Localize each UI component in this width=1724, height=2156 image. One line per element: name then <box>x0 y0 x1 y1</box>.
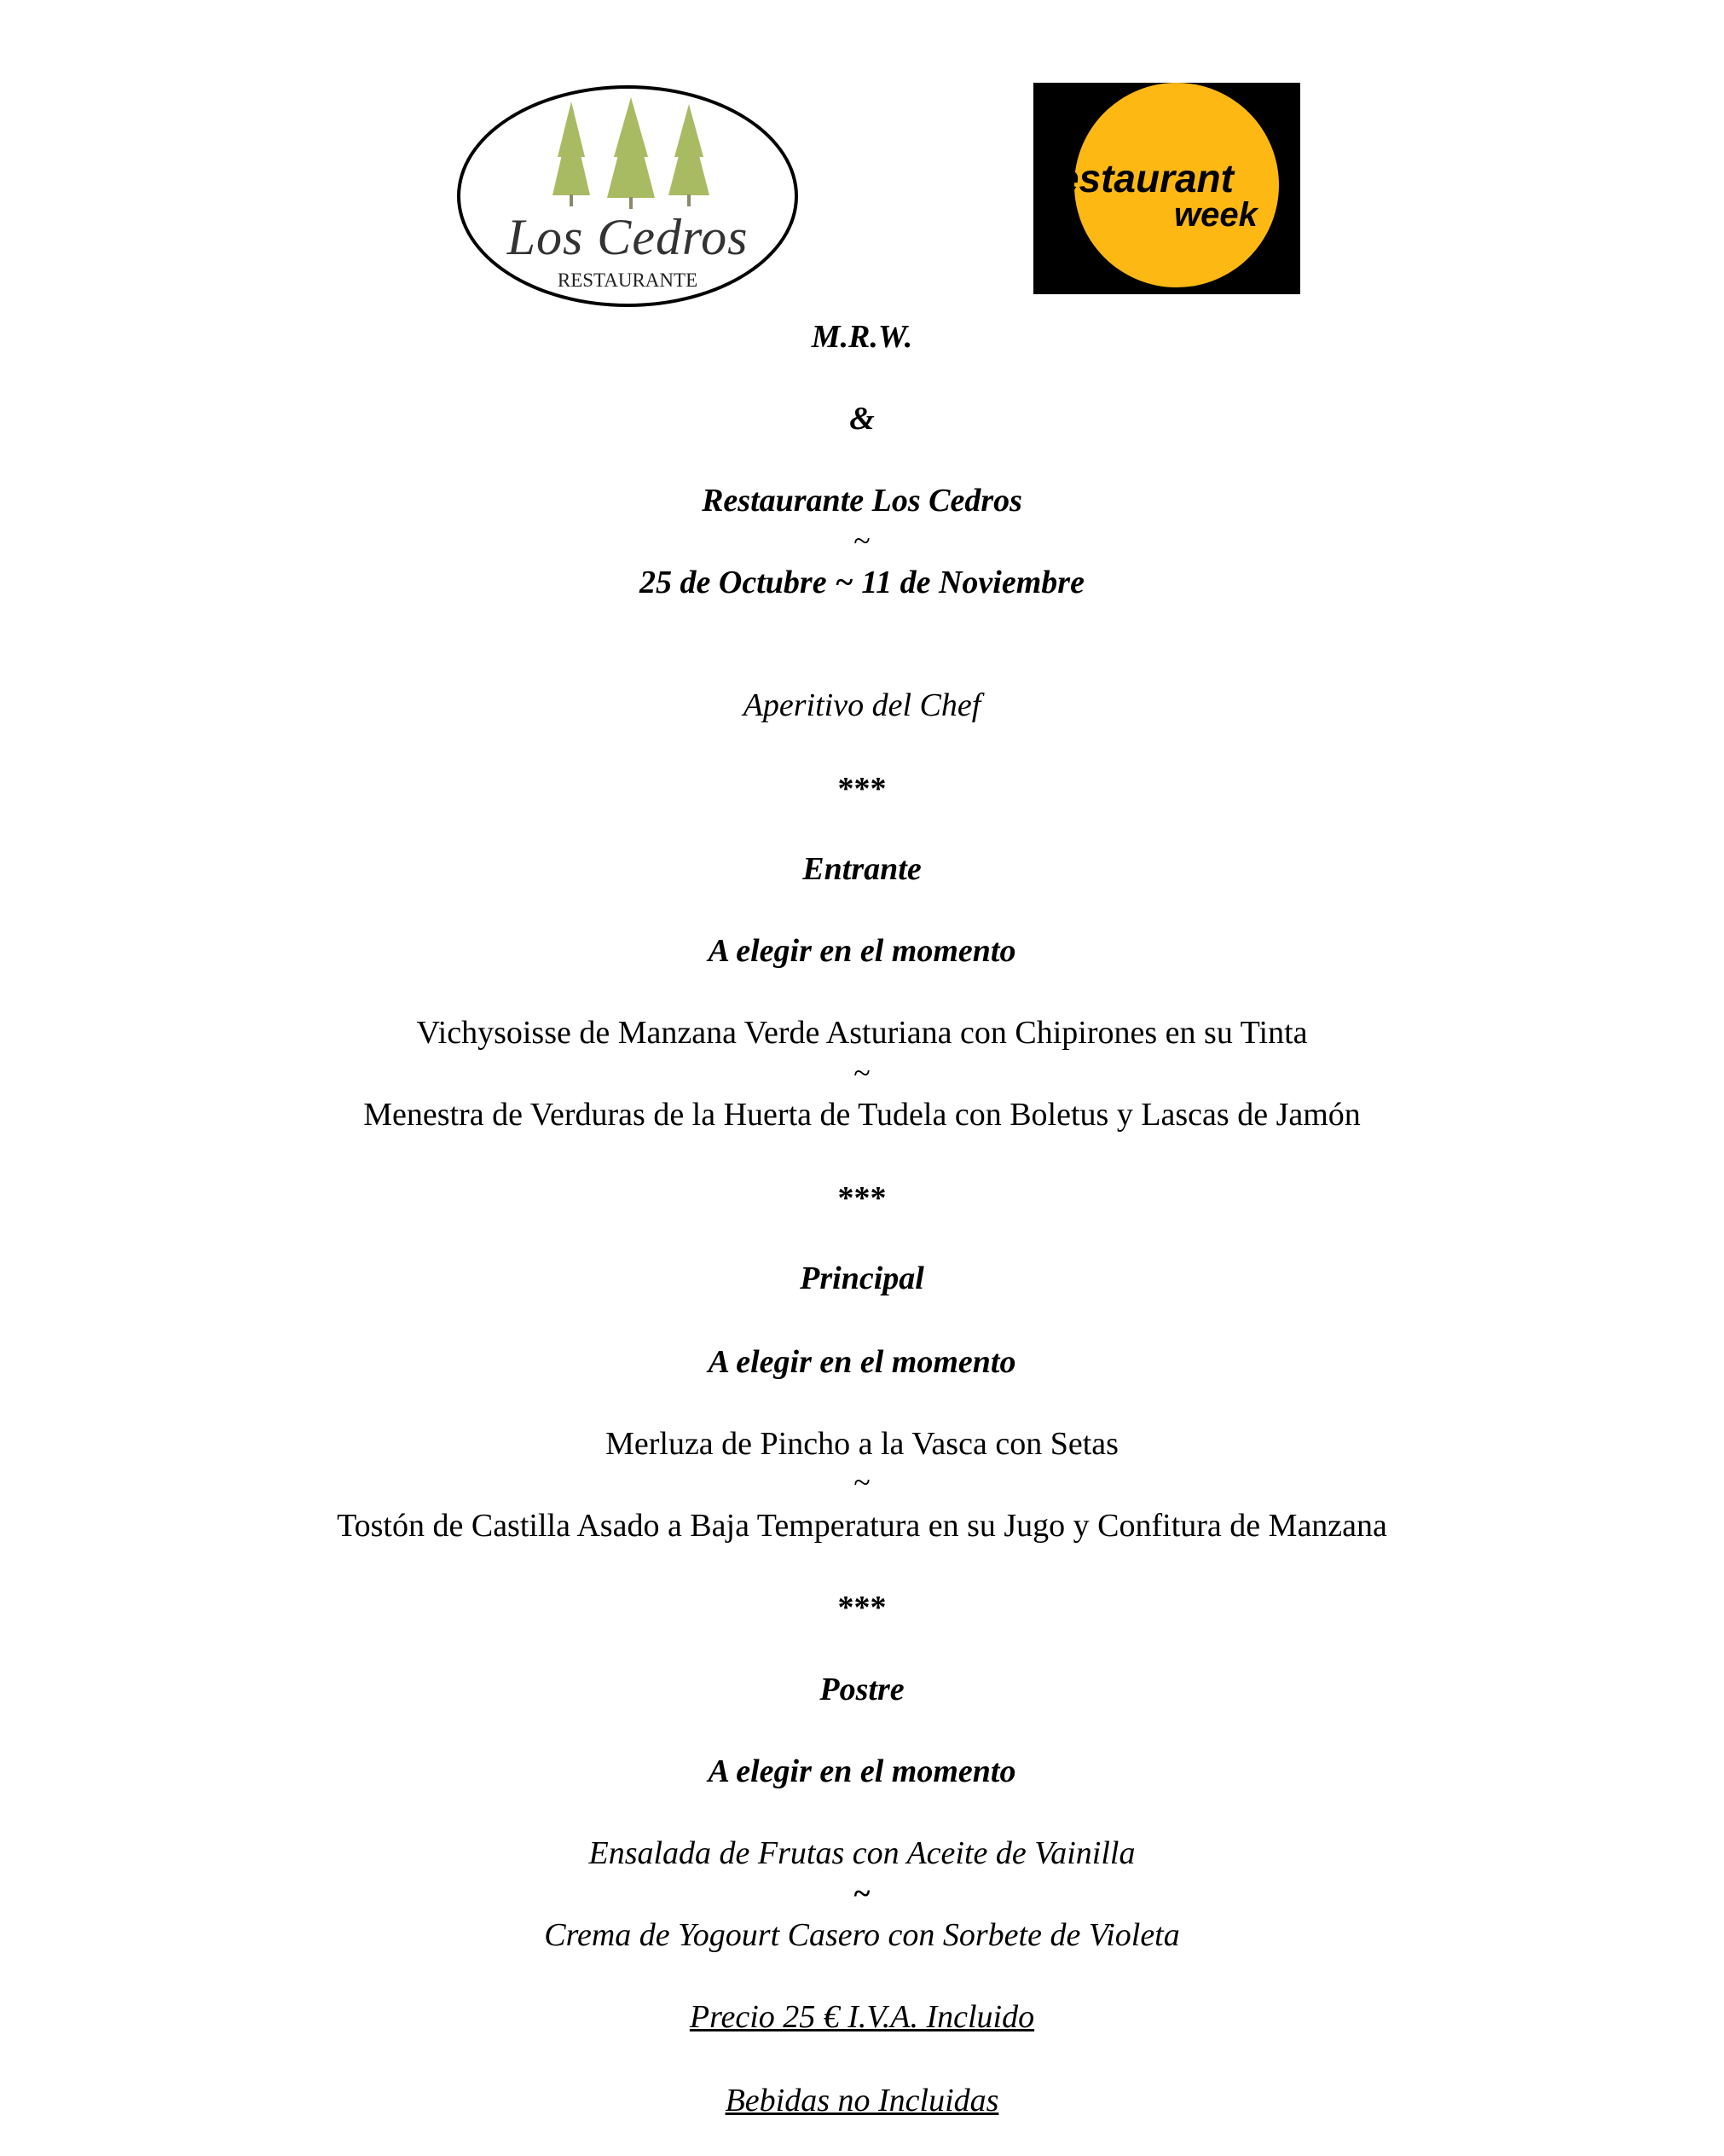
header-dates: 25 de Octubre ~ 11 de Noviembre <box>639 565 1085 600</box>
header-separator: ~ <box>853 524 871 558</box>
restaurant-week-line1: restaurant <box>1042 156 1234 200</box>
price-line: Precio 25 € I.V.A. Incluido <box>689 1999 1035 2035</box>
postre-item-2: Crema de Yogourt Casero con Sorbete de Violeta <box>544 1917 1180 1953</box>
cedros-logo-name: Los Cedros <box>506 209 749 265</box>
cedros-logo-subtitle: RESTAURANTE <box>557 270 698 291</box>
restaurant-week-line2: week <box>1174 196 1258 234</box>
principal-item-1: Merluza de Pincho a la Vasca con Setas <box>605 1426 1119 1462</box>
postre-heading: Postre <box>819 1672 905 1707</box>
postre-choose: A elegir en el momento <box>708 1753 1016 1789</box>
header-ampersand: & <box>849 401 875 437</box>
divider-1: *** <box>837 771 887 807</box>
header-restaurant: Restaurante Los Cedros <box>702 483 1022 519</box>
divider-2: *** <box>837 1180 887 1216</box>
postre-item-1: Ensalada de Frutas con Aceite de Vainilla <box>588 1835 1136 1871</box>
postre-sep: ~ <box>853 1876 871 1910</box>
entrante-item-2: Menestra de Verduras de la Huerta de Tudela con Boletus y Lascas de Jamón <box>363 1097 1361 1133</box>
entrante-choose: A elegir en el momento <box>708 933 1016 969</box>
drinks-line: Bebidas no Incluidas <box>725 2083 999 2118</box>
entrante-item-1: Vichysoisse de Manzana Verde Asturiana con Chipirones en su Tinta <box>416 1015 1308 1051</box>
entrante-sep: ~ <box>853 1056 871 1090</box>
aperitivo-line: Aperitivo del Chef <box>743 687 981 723</box>
principal-sep: ~ <box>853 1465 871 1499</box>
principal-choose: A elegir en el momento <box>708 1344 1016 1380</box>
divider-3: *** <box>837 1590 887 1626</box>
principal-item-2: Tostón de Castilla Asado a Baja Temperatura en su Jugo y Confitura de Manzana <box>337 1508 1387 1544</box>
entrante-heading: Entrante <box>802 851 922 887</box>
principal-heading: Principal <box>800 1261 924 1296</box>
header-title: M.R.W. <box>811 319 913 355</box>
